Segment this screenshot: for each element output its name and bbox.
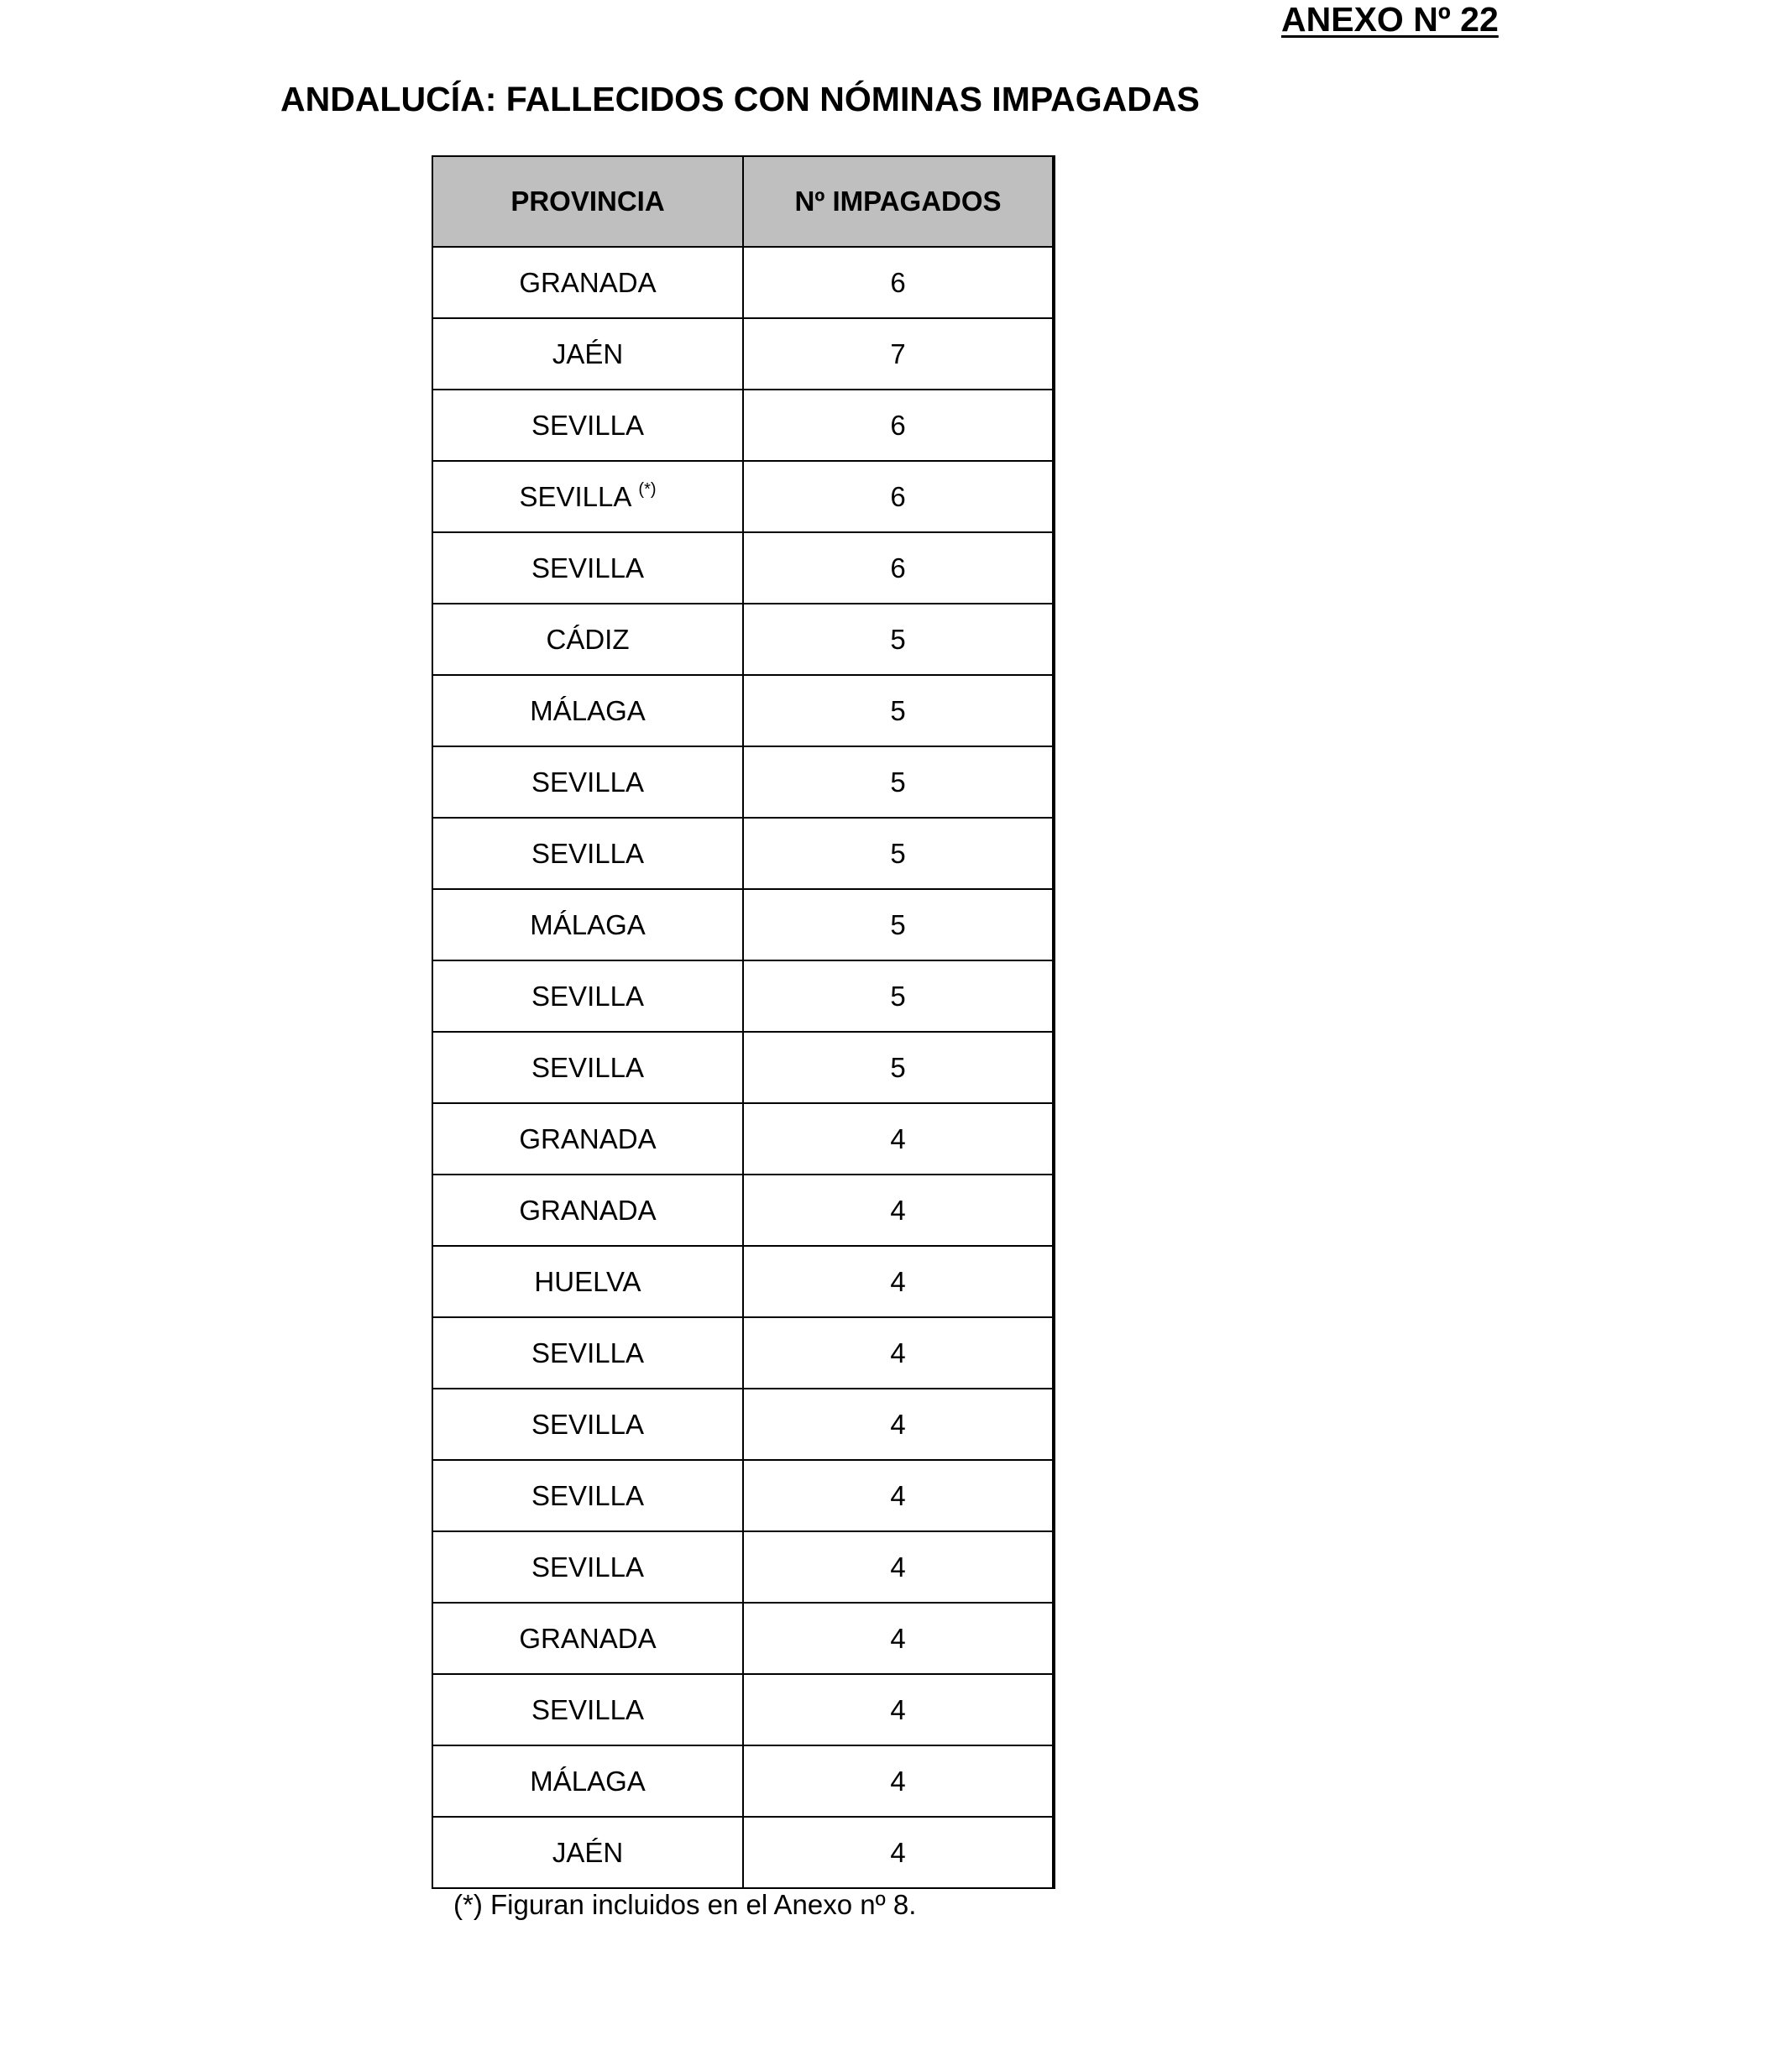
table-row xyxy=(432,1674,1054,1745)
cell-provincia xyxy=(432,818,743,889)
cell-impagados: 6 xyxy=(743,390,1054,461)
cell-impagados: 4 xyxy=(743,1103,1054,1175)
table-row xyxy=(432,1745,1054,1817)
provincia-name: GRANADA xyxy=(519,1122,657,1154)
cell-provincia xyxy=(432,1745,743,1817)
provincia-name: JAÉN xyxy=(552,1836,624,1868)
cell-impagados: 4 xyxy=(743,1246,1054,1317)
table-row xyxy=(432,1389,1054,1460)
cell-impagados: 6 xyxy=(743,461,1054,532)
provincia-name: MÁLAGA xyxy=(530,694,646,726)
cell-provincia xyxy=(432,390,743,461)
table-row xyxy=(432,1317,1054,1389)
provincia-name: SEVILLA xyxy=(531,409,644,441)
provincia-name: SEVILLA xyxy=(531,766,644,798)
table-row xyxy=(432,390,1054,461)
cell-impagados: 4 xyxy=(743,1745,1054,1817)
table-row xyxy=(432,1531,1054,1603)
cell-impagados: 4 xyxy=(743,1460,1054,1531)
provincia-name: SEVILLA xyxy=(531,1337,644,1368)
table-row xyxy=(432,604,1054,675)
table-row xyxy=(432,818,1054,889)
cell-impagados: 4 xyxy=(743,1531,1054,1603)
column-header-provincia: PROVINCIA xyxy=(432,156,743,247)
page-title: ANDALUCÍA: FALLECIDOS CON NÓMINAS IMPAGADAS xyxy=(280,80,1200,118)
provincia-name: JAÉN xyxy=(552,337,624,369)
table-row xyxy=(432,247,1054,318)
cell-provincia xyxy=(432,1317,743,1389)
annex-label: ANEXO Nº 22 xyxy=(1281,0,1499,39)
provincia-name: MÁLAGA xyxy=(530,908,646,940)
footnote-marker: (*) xyxy=(638,480,657,499)
table-header-row xyxy=(432,156,1054,247)
provincia-name: GRANADA xyxy=(519,266,657,298)
provincia-name: SEVILLA xyxy=(531,1051,644,1083)
provincia-name: SEVILLA xyxy=(531,1551,644,1583)
unpaid-payroll-table xyxy=(432,155,1055,1889)
cell-provincia xyxy=(432,318,743,390)
cell-impagados: 4 xyxy=(743,1603,1054,1674)
cell-provincia xyxy=(432,532,743,604)
provincia-name: SEVILLA xyxy=(531,552,644,583)
cell-impagados: 6 xyxy=(743,532,1054,604)
cell-impagados: 5 xyxy=(743,675,1054,746)
provincia-name: HUELVA xyxy=(534,1265,641,1297)
cell-impagados: 4 xyxy=(743,1317,1054,1389)
table-row xyxy=(432,675,1054,746)
cell-impagados: 5 xyxy=(743,889,1054,960)
cell-impagados: 5 xyxy=(743,746,1054,818)
provincia-name: CÁDIZ xyxy=(546,623,630,655)
cell-impagados: 5 xyxy=(743,1032,1054,1103)
cell-provincia xyxy=(432,247,743,318)
footnote: (*) Figuran incluidos en el Anexo nº 8. xyxy=(453,1889,917,1920)
provincia-name: MÁLAGA xyxy=(530,1765,646,1797)
cell-impagados: 5 xyxy=(743,818,1054,889)
column-header-impagados: Nº IMPAGADOS xyxy=(743,156,1054,247)
cell-impagados: 6 xyxy=(743,247,1054,318)
cell-impagados: 7 xyxy=(743,318,1054,390)
cell-provincia xyxy=(432,1389,743,1460)
provincia-name: SEVILLA xyxy=(531,1408,644,1440)
cell-provincia xyxy=(432,1817,743,1888)
table-row xyxy=(432,960,1054,1032)
provincia-name: GRANADA xyxy=(519,1194,657,1226)
provincia-name: SEVILLA xyxy=(519,481,632,512)
table-row xyxy=(432,1246,1054,1317)
cell-provincia xyxy=(432,1175,743,1246)
cell-provincia xyxy=(432,461,743,532)
table-row xyxy=(432,1460,1054,1531)
cell-impagados: 5 xyxy=(743,960,1054,1032)
cell-provincia xyxy=(432,1032,743,1103)
table-body xyxy=(432,247,1054,1888)
table-row xyxy=(432,889,1054,960)
cell-provincia xyxy=(432,1246,743,1317)
table-row xyxy=(432,1603,1054,1674)
cell-impagados: 4 xyxy=(743,1389,1054,1460)
provincia-name: SEVILLA xyxy=(531,980,644,1012)
provincia-name: SEVILLA xyxy=(531,837,644,869)
cell-provincia xyxy=(432,1531,743,1603)
cell-provincia xyxy=(432,889,743,960)
cell-impagados: 5 xyxy=(743,604,1054,675)
table-row xyxy=(432,1175,1054,1246)
cell-provincia xyxy=(432,675,743,746)
table-row xyxy=(432,532,1054,604)
cell-provincia xyxy=(432,746,743,818)
table-row xyxy=(432,461,1054,532)
cell-impagados: 4 xyxy=(743,1674,1054,1745)
cell-provincia xyxy=(432,1103,743,1175)
table-row xyxy=(432,746,1054,818)
table-row xyxy=(432,1103,1054,1175)
table-row xyxy=(432,1032,1054,1103)
cell-impagados: 4 xyxy=(743,1175,1054,1246)
cell-provincia xyxy=(432,604,743,675)
provincia-name: GRANADA xyxy=(519,1622,657,1654)
provincia-name: SEVILLA xyxy=(531,1479,644,1511)
cell-impagados: 4 xyxy=(743,1817,1054,1888)
provincia-name: SEVILLA xyxy=(531,1693,644,1725)
table-row xyxy=(432,1817,1054,1888)
cell-provincia xyxy=(432,1674,743,1745)
cell-provincia xyxy=(432,1603,743,1674)
table-row xyxy=(432,318,1054,390)
cell-provincia xyxy=(432,960,743,1032)
cell-provincia xyxy=(432,1460,743,1531)
